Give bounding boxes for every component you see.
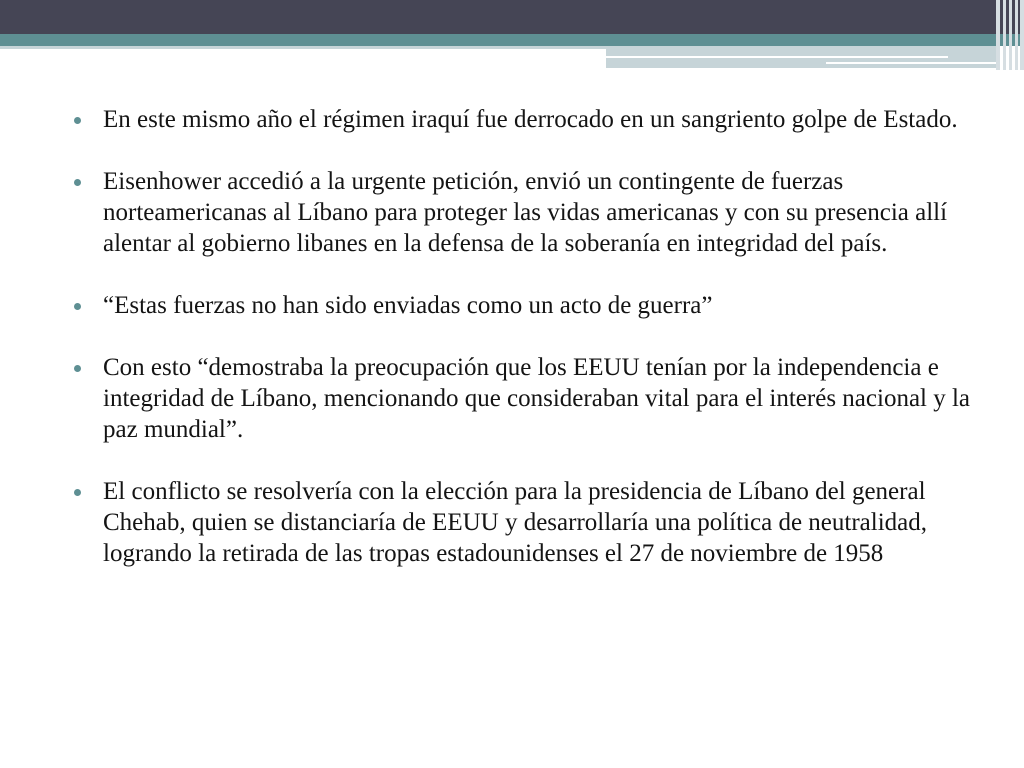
header-dark-band: [0, 0, 1024, 34]
header-light-line: [0, 46, 606, 49]
bullet-dot-icon: [74, 179, 81, 186]
header-vertical-bar: [1003, 0, 1006, 70]
bullet-item: [72, 166, 972, 259]
header-white-line-short: [826, 62, 996, 64]
bullet-dot-icon: [74, 303, 81, 310]
header-vertical-bar: [1020, 0, 1024, 70]
bullet-list: [72, 104, 972, 569]
bullet-item: [72, 352, 972, 445]
header-vertical-bar: [1009, 0, 1012, 70]
bullet-item: [72, 104, 972, 135]
header-vertical-bar: [1015, 0, 1018, 70]
bullet-text: Con esto “demostraba la preocupación que los EEUU tenían por la independencia e integridad de Líbano, mencionando que consideraban vital para el interés nacional y la paz mundial”.: [103, 354, 971, 443]
bullet-text: Eisenhower accedió a la urgente petición, envió un contingente de fuerzas norteamericanas al Líbano para proteger las vidas americanas y con su presencia allí alentar al gobierno libanes en la defensa de la soberanía en integridad del país.: [103, 168, 948, 257]
header-teal-band: [0, 34, 1024, 46]
bullet-dot-icon: [74, 489, 81, 496]
slide-body: [72, 104, 972, 600]
bullet-item: [72, 290, 972, 321]
bullet-dot-icon: [74, 365, 81, 372]
header-vertical-bar: [996, 0, 1000, 70]
header-white-line: [606, 56, 948, 58]
bullet-text: En este mismo año el régimen iraquí fue derrocado en un sangriento golpe de Estado.: [103, 106, 958, 133]
bullet-dot-icon: [74, 117, 81, 124]
bullet-item: [72, 476, 972, 569]
bullet-text: El conflicto se resolvería con la elección para la presidencia de Líbano del general Chehab, quien se distanciaría de EEUU y desarrollaría una política de neutralidad, logrando la retirada de las tropas estadounidenses el 27 de noviembre de 1958: [103, 478, 927, 567]
bullet-text: “Estas fuerzas no han sido enviadas como un acto de guerra”: [103, 292, 713, 319]
